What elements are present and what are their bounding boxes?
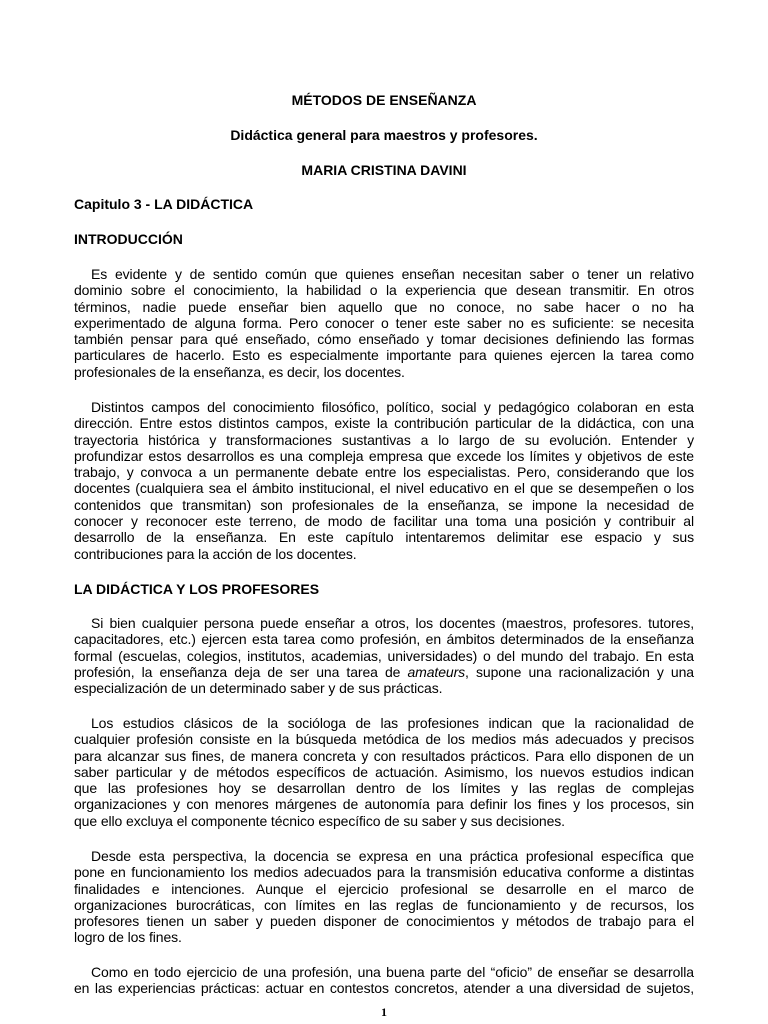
paragraph-line: también pensar para qué enseñado, cómo enseñado y tomar decisiones definiendo las formas — [74, 331, 694, 348]
paragraph-line: Los estudios clásicos de la socióloga de las profesiones indican que la racionalidad de — [91, 715, 694, 731]
document-title: MÉTODOS DE ENSEÑANZA — [291, 92, 477, 108]
section-heading-teachers: LA DIDÁCTICA Y LOS PROFESORES — [74, 581, 320, 597]
section-heading-introduction: INTRODUCCIÓN — [74, 231, 183, 247]
paragraph-line: logro de los fines. — [74, 929, 182, 946]
chapter-heading: Capitulo 3 - LA DIDÁCTICA — [74, 196, 254, 212]
paragraph-line: organizaciones burocráticas, con límites en las reglas de funcionamiento y de recursos, los — [74, 896, 694, 913]
paragraph-line: saber particular y de métodos específicos de actuación. Asimismo, los nuevos estudios indican — [74, 763, 694, 780]
paragraph — [74, 964, 694, 997]
paragraph-line: especialización de un determinado saber y de sus prácticas. — [74, 680, 443, 697]
paragraph-line: Es evidente y de sentido común que quienes enseñan necesitan saber o tener un relativo — [91, 266, 694, 282]
paragraph-line: en las experiencias prácticas: actuar en contestos concretos, atender a una diversidad de sujetos, — [74, 980, 694, 997]
paragraph-line: profesión, la enseñanza deja de ser una tarea de amateurs, supone una racionalización y una — [74, 663, 694, 680]
paragraph-line: dirección. Entre estos distintos campos, existe la contribución particular de la didáctica, con una — [74, 415, 694, 432]
paragraph-line: cualquier profesión consiste en la búsqueda metódica de los medios más adecuados y precisos — [74, 731, 694, 748]
paragraph-line: profesores tienen un saber y pueden disponer de conocimientos y métodos de trabajo para el — [74, 913, 694, 930]
paragraph-line: experimentado de alguna forma. Pero conocer o tener este saber no es suficiente: se necesita — [74, 314, 694, 331]
paragraph-line: Distintos campos del conocimiento filosófico, político, social y pedagógico colaboran en esta — [91, 399, 694, 415]
paragraph-line: organizaciones y con menores márgenes de autonomía para definir los fines y los procesos, sin — [74, 796, 694, 813]
paragraph-line: contribuciones para la acción de los docentes. — [74, 545, 357, 562]
paragraph-line: trabajo, y convoca a un permanente debate entre los especialistas. Pero, considerando que los — [74, 464, 694, 481]
paragraph-line: Desde esta perspectiva, la docencia se expresa en una práctica profesional específica que — [91, 848, 694, 864]
paragraph-line: formal (escuelas, colegios, institutos, academias, universidades) o del mundo del trabajo. En esta — [74, 647, 694, 664]
paragraph-line: profesionales de la enseñanza, es decir, los docentes. — [74, 363, 405, 380]
paragraph-line: que las profesiones hoy se desarrollan dentro de los límites y las reglas de complejas — [74, 780, 694, 797]
paragraph — [74, 266, 694, 380]
paragraph-line: conocer y reconocer este terreno, de modo de facilitar una toma una posición y contribuir al — [74, 513, 694, 530]
paragraph-line: que ello excluya el componente técnico específico de su saber y sus decisiones. — [74, 812, 565, 829]
paragraph-line: trayectoria histórica y transformaciones sustantivas a lo largo de su evolución. Entender y — [74, 431, 694, 448]
paragraph-line: profundizar estos desarrollos es una compleja empresa que excede los límites y objetivos de este — [74, 447, 694, 464]
paragraph-line: capacitadores, etc.) ejercen esta tarea como profesión, en ámbitos determinados de la enseñanza — [74, 631, 694, 648]
paragraph-line: finalidades e intenciones. Aunque el ejercicio profesional se desarrolle en el marco de — [74, 880, 694, 897]
paragraph-line: Como en todo ejercicio de una profesión, una buena parte del “oficio” de enseñar se desarrolla — [91, 964, 694, 980]
paragraph-line: términos, nadie puede enseñar bien aquello que no conoce, no sabe hacer o no ha — [74, 298, 694, 315]
document-subtitle: Didáctica general para maestros y profesores. — [230, 127, 538, 143]
paragraph-line: desarrollo de la enseñanza. En este capítulo intentaremos delimitar ese espacio y sus — [74, 529, 694, 546]
paragraph-line: Si bien cualquier persona puede enseñar a otros, los docentes (maestros, profesores. tutores, — [91, 615, 694, 631]
paragraph-line: pone en funcionamiento los medios adecuados para la transmisión educativa conforme a distintas — [74, 864, 694, 881]
paragraph — [74, 715, 694, 829]
paragraph-line: para alcanzar sus fines, de manera concreta y con resultados prácticos. Para ello disponen de un — [74, 747, 694, 764]
paragraph — [74, 399, 694, 562]
paragraph-line: particulares de hacerlo. Esto es especialmente importante para quienes ejercen la tarea como — [74, 347, 694, 364]
paragraph-line: dominio sobre el conocimiento, la habilidad o la experiencia que desean transmitir. En otros — [74, 282, 694, 299]
paragraph — [74, 848, 694, 946]
paragraph-line: docentes (cualquiera sea el ámbito institucional, el nivel educativo en el que se desempeñen o los — [74, 480, 694, 497]
page-number: 1 — [381, 1005, 387, 1019]
document-author: MARIA CRISTINA DAVINI — [301, 162, 467, 178]
paragraph-line: contenidos que transmitan) son profesionales de la enseñanza, se impone la necesidad de — [74, 496, 694, 513]
paragraph — [74, 615, 694, 696]
